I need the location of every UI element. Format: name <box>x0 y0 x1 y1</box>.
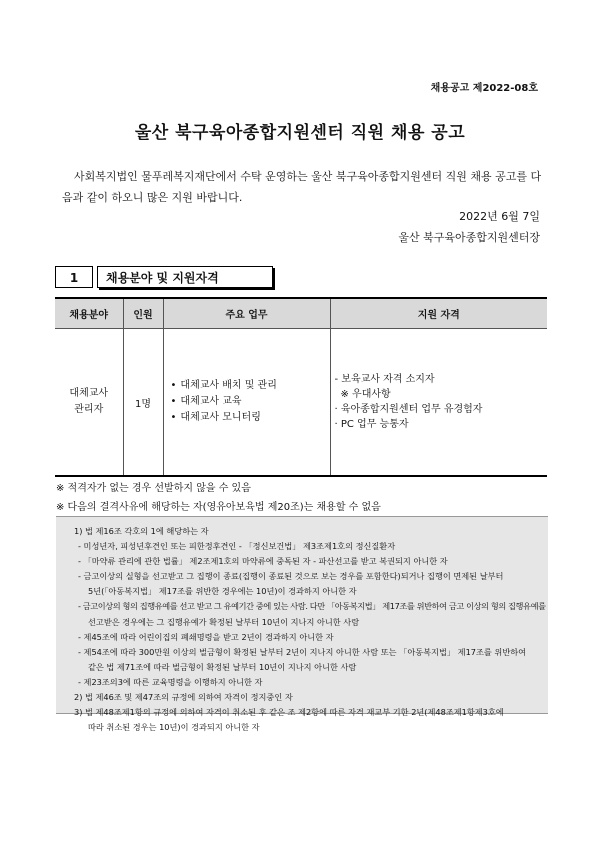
disq-line: - 미성년자, 피성년후견인 또는 피한정후견인 - 「정신보건법」 제3조제1호의 정신질환자 <box>78 541 396 552</box>
intro-paragraph: 사회복지법인 물푸레복지재단에서 수탁 운영하는 울산 북구육아종합지원센터 직원 채용 공고를 다음과 같이 하오니 많은 지원 바랍니다. <box>62 170 542 204</box>
table-row <box>55 329 547 477</box>
disq-line: - 「마약류 관리에 관한 법률」 제2조제1호의 마약류에 중독된 자 - 파산선고를 받고 복권되지 아니한 자 <box>78 556 448 567</box>
requirements-table <box>55 297 547 477</box>
field-line: 관리자 <box>74 404 104 415</box>
duty-item: • 대체교사 모니터링 <box>181 410 329 426</box>
header-count: 인원 <box>123 298 163 329</box>
disqualification-box <box>56 516 548 733</box>
section-number: 1 <box>55 266 93 288</box>
disq-line: 3) 법 제48조제1항의 규정에 의하여 자격이 취소된 후 같은 조 제2항에 따른 자격 재교부 기한 2년(제48조제1항제3호에 <box>74 707 504 718</box>
header-qualifications: 지원 자격 <box>330 298 547 329</box>
disq-line: 2) 법 제46조 및 제47조의 규정에 의하여 자격이 정지중인 자 <box>74 692 293 703</box>
header-duties: 주요 업무 <box>163 298 330 329</box>
note-disqualification: ※ 다음의 결격사유에 해당하는 자(영유아보육법 제20조)는 채용할 수 없음 <box>56 502 381 513</box>
disq-line: - 금고이상의 형의 집행유예를 선고 받고 그 유예기간 중에 있는 사람. 다만 「아동복지법」 제17조를 위반하여 금고 이상의 형의 집행유예를 <box>78 601 546 612</box>
cell-duties <box>163 329 330 477</box>
disq-line: - 제54조에 따라 300만원 이상의 벌금형이 확정된 날부터 2년이 지나지 아니한 사람 또는 「아동복지법」 제17조를 위반하여 <box>78 646 527 657</box>
page-title: 울산 북구육아종합지원센터 직원 채용 공고 <box>134 123 466 143</box>
disq-line: 1) 법 제16조 각호의 1에 해당하는 자 <box>74 526 209 536</box>
disq-line: 5년(「아동복지법」 제17조를 위반한 경우에는 10년)이 경과하지 아니한 자 <box>88 586 357 597</box>
disq-line: 같은 법 제71조에 따라 벌금형이 확정된 날부터 10년이 지나지 아니한 사람 <box>88 661 357 672</box>
table-header-row <box>55 298 547 329</box>
notice-number: 채용공고 제2022-08호 <box>430 83 538 94</box>
section-title: 채용분야 및 지원자격 <box>97 266 273 288</box>
disq-line: - 제45조에 따라 어린이집의 폐쇄명령을 받고 2년이 경과하지 아니한 자 <box>78 631 334 642</box>
qualification-item: · PC 업무 능통자 <box>334 419 409 430</box>
duty-item: • 대체교사 배치 및 관리 <box>181 378 329 394</box>
qualification-item: · 육아종합지원센터 업무 유경험자 <box>334 404 483 415</box>
disq-line: 따라 취소된 경우는 10년)이 경과되지 아니한 자 <box>88 722 260 733</box>
cell-qualifications <box>330 329 547 477</box>
disq-line: 선고받은 경우에는 그 집행유예가 확정된 날부터 10년이 지나지 아니한 사람 <box>88 616 360 627</box>
issuer: 울산 북구육아종합지원센터장 <box>398 231 540 244</box>
qualification-item: ※ 우대사항 <box>340 389 391 400</box>
cell-field <box>55 329 123 477</box>
note-no-qualified: ※ 적격자가 없는 경우 선발하지 않을 수 있음 <box>56 483 251 494</box>
notice-date: 2022년 6월 7일 <box>459 210 540 223</box>
cell-count: 1명 <box>123 329 163 477</box>
header-field: 채용분야 <box>55 298 123 329</box>
field-line: 대체교사 <box>69 388 109 399</box>
qualification-item: - 보육교사 자격 소지자 <box>334 374 435 385</box>
disq-line: - 금고이상의 실형을 선고받고 그 집행이 종료(집행이 종료된 것으로 보는 경우를 포함한다)되거나 집행이 면제된 날부터 <box>78 571 504 582</box>
duty-item: • 대체교사 교육 <box>181 394 329 410</box>
disq-line: - 제23조의3에 따른 교육명령을 이행하지 아니한 자 <box>78 676 263 687</box>
